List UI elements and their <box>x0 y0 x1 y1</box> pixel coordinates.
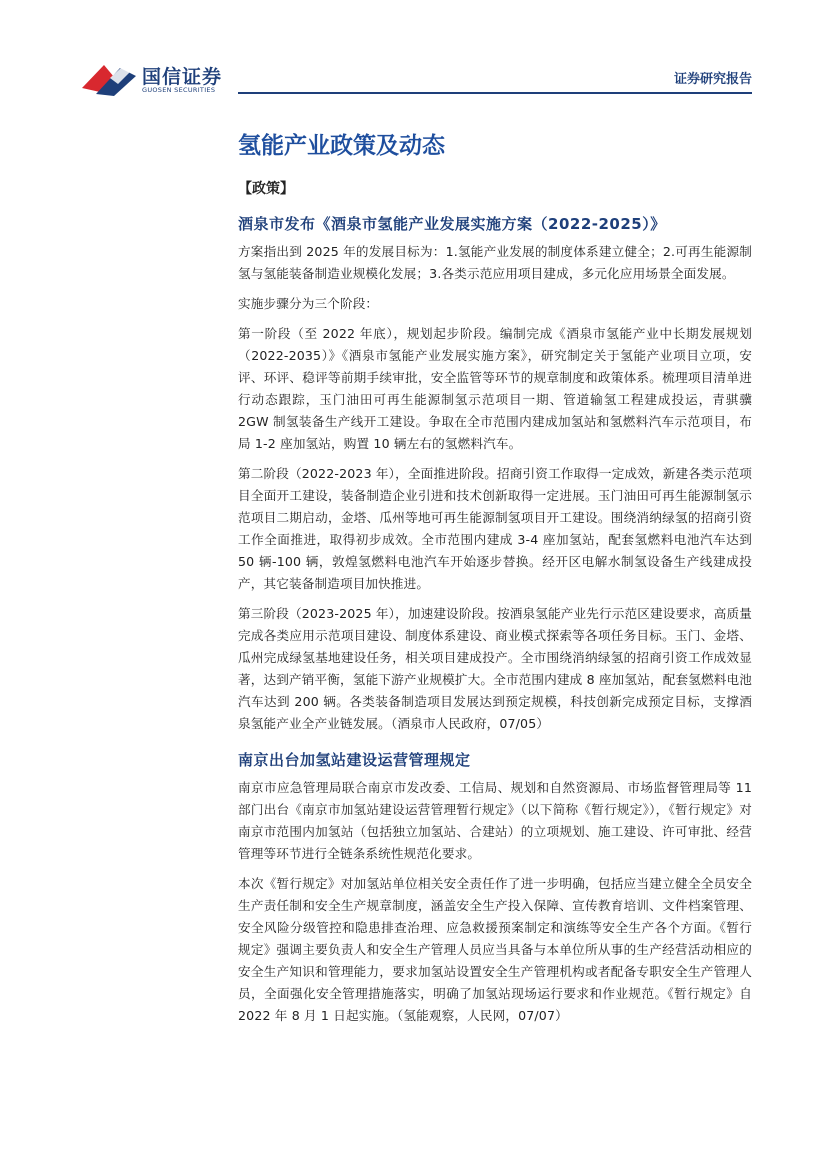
page-title: 氢能产业政策及动态 <box>238 133 445 159</box>
logo-chinese-name: 国信证券 <box>142 66 223 88</box>
paragraph: 实施步骤分为三个阶段： <box>238 296 379 311</box>
paragraph: 南京市应急管理局联合南京市发改委、工信局、规划和自然资源局、市场监督管理局等 11 部门出台《南京市加氢站建设运营管理暂行规定》（以下简称《暂行规定》），《暂行规定》对南京市范围内加氢站（包括独立加氢站、合建站）的立项规划、施工建设、许可审批、经营管理等环节进行全链条系统性规范化要求。 <box>238 780 752 861</box>
paragraph: 第一阶段（至 2022 年底），规划起步阶段。编制完成《酒泉市氢能产业中长期发展规划（2022-2035）》《酒泉市氢能产业发展实施方案》，研究制定关于氢能产业项目立项，安评、环评、稳评等前期手续审批，安全监管等环节的规章制度和政策体系。梳理项目清单进行动态跟踪，玉门油田可再生能源制氢示范项目一期、管道输氢工程建成投运，青骐骥 2GW 制氢装备生产线开工建设。争取在全市范围内建成加氢站和氢燃料汽车示范项目，布局 1-2 座加氢站，购置 10 辆左右的氢燃料汽车。 <box>238 326 752 451</box>
policy-section-label: 【政策】 <box>238 181 294 197</box>
report-type-label: 证券研究报告 <box>673 72 752 87</box>
section-title-nanjing: 南京出台加氢站建设运营管理规定 <box>238 751 471 769</box>
paragraph: 第二阶段（2022-2023 年），全面推进阶段。招商引资工作取得一定成效，新建各类示范项目全面开工建设，装备制造企业引进和技术创新取得一定进展。玉门油田可再生能源制氢示范项目二期启动，金塔、瓜州等地可再生能源制氢项目开工建设。围绕消纳绿氢的招商引资工作全面推进，取得初步成效。全市范围内建成 3-4 座加氢站，配套氢燃料电池汽车达到 50 辆-100 辆，敦煌氢燃料电池汽车开始逐步替换。经开区电解水制氢设备生产线建成投产，其它装备制造项目加快推进。 <box>238 466 752 591</box>
paragraph: 第三阶段（2023-2025 年），加速建设阶段。按酒泉氢能产业先行示范区建设要求，高质量完成各类应用示范项目建设、制度体系建设、商业模式探索等各项任务目标。玉门、金塔、瓜州完成绿氢基地建设任务，相关项目建成投产。全市围绕消纳绿氢的招商引资工作成效显著，达到产销平衡，氢能下游产业规模扩大。全市范围内建成 8 座加氢站，配套氢燃料电池汽车达到 200 辆。各类装备制造项目发展达到预定规模，科技创新完成预定目标，支撑酒泉氢能产业全产业链发展。（酒泉市人民政府，07/05） <box>238 606 752 731</box>
section-title-jiuquan: 酒泉市发布《酒泉市氢能产业发展实施方案（2022-2025）》 <box>238 215 666 233</box>
main-content <box>238 128 752 1027</box>
paragraph: 本次《暂行规定》对加氢站单位相关安全责任作了进一步明确，包括应当建立健全全员安全生产责任制和安全生产规章制度，涵盖安全生产投入保障、宣传教育培训、文件档案管理、安全风险分级管控和隐患排查治理、应急救援预案制定和演练等安全生产各个方面。《暂行规定》强调主要负责人和安全生产管理人员应当具备与本单位所从事的生产经营活动相应的安全生产知识和管理能力，要求加氢站设置安全生产管理机构或者配备专职安全生产管理人员，全面强化安全管理措施落实，明确了加氢站现场运行要求和作业规范。《暂行规定》自 2022 年 8 月 1 日起实施。（氢能观察，人民网，07/07） <box>238 876 752 1023</box>
paragraph: 方案指出到 2025 年的发展目标为：1.氢能产业发展的制度体系建立健全；2.可再生能源制氢与氢能装备制造业规模化发展；3.各类示范应用项目建成，多元化应用场景全面发展。 <box>238 244 752 281</box>
guosen-logo-icon <box>80 58 140 102</box>
header-divider <box>238 92 752 94</box>
page-header <box>0 0 827 100</box>
logo-english-name: GUOSEN SECURITIES <box>142 86 216 94</box>
